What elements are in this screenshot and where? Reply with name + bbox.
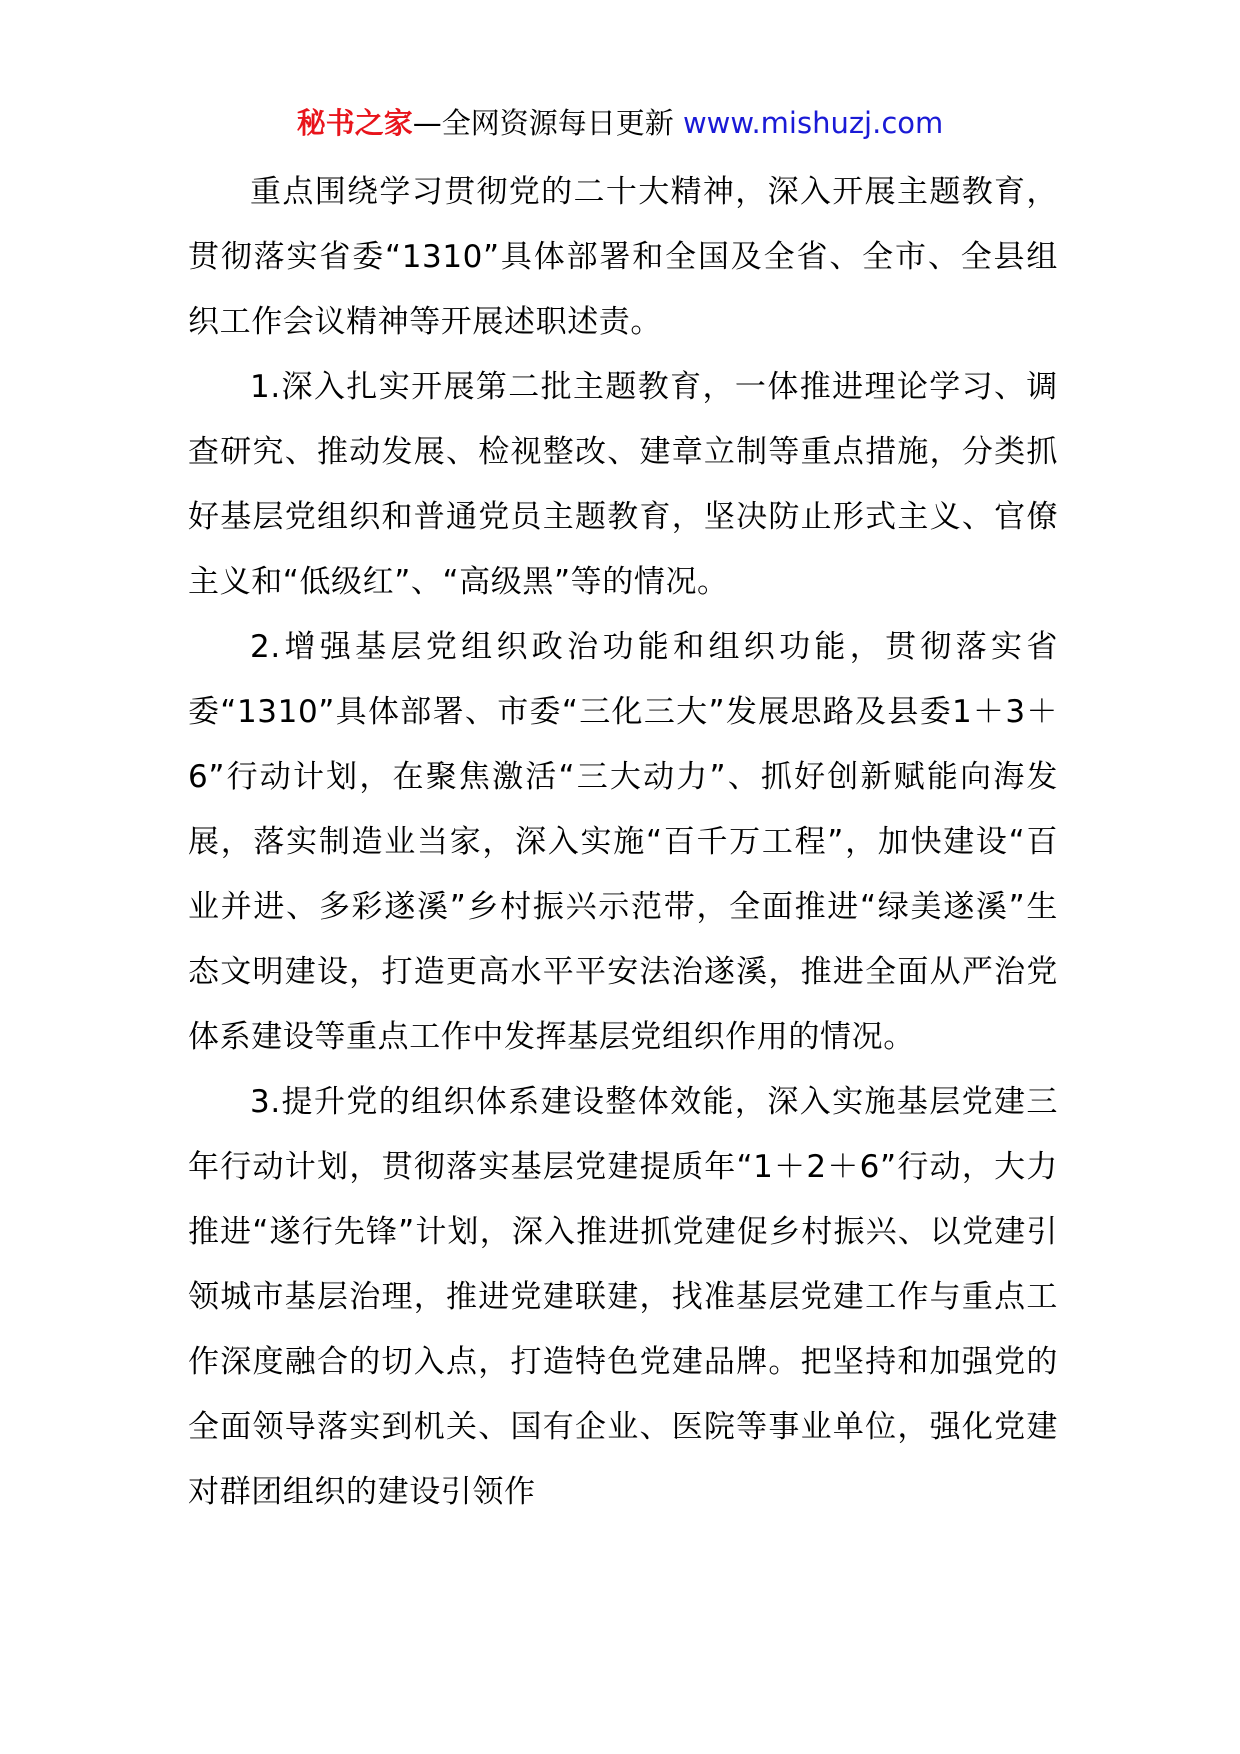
header-tagline: —全网资源每日更新 — [412, 106, 683, 140]
item-1-paragraph: 1.深入扎实开展第二批主题教育，一体推进理论学习、调查研究、推动发展、检视整改、建章立制等重点措施，分类抓好基层党组织和普通党员主题教育，坚决防止形式主义、官僚主义和“低级红”、“高级黑”等的情况。 — [188, 369, 1058, 600]
item-2-paragraph: 2.增强基层党组织政治功能和组织功能，贯彻落实省委“1310”具体部署、市委“三化三大”发展思路及县委1＋3＋6”行动计划，在聚焦激活“三大动力”、抓好创新赋能向海发展，落实制造业当家，深入实施“百千万工程”，加快建设“百业并进、多彩遂溪”乡村振兴示范带，全面推进“绿美遂溪”生态文明建设，打造更高水平平安法治遂溪，推进全面从严治党体系建设等重点工作中发挥基层党组织作用的情况。 — [188, 629, 1058, 1055]
intro-paragraph: 重点围绕学习贯彻党的二十大精神，深入开展主题教育，贯彻落实省委“1310”具体部署和全国及全省、全市、全县组织工作会议精神等开展述职述责。 — [188, 174, 1058, 340]
site-url-link[interactable]: www.mishuzj.com — [682, 106, 944, 140]
document-body — [188, 160, 1058, 1525]
brand-name: 秘书之家 — [296, 106, 413, 140]
page-header — [0, 101, 1240, 145]
item-3-paragraph: 3.提升党的组织体系建设整体效能，深入实施基层党建三年行动计划，贯彻落实基层党建提质年“1＋2＋6”行动，大力推进“遂行先锋”计划，深入推进抓党建促乡村振兴、以党建引领城市基层治理，推进党建联建，找准基层党建工作与重点工作深度融合的切入点，打造特色党建品牌。把坚持和加强党的全面领导落实到机关、国有企业、医院等事业单位，强化党建对群团组织的建设引领作 — [188, 1084, 1058, 1510]
